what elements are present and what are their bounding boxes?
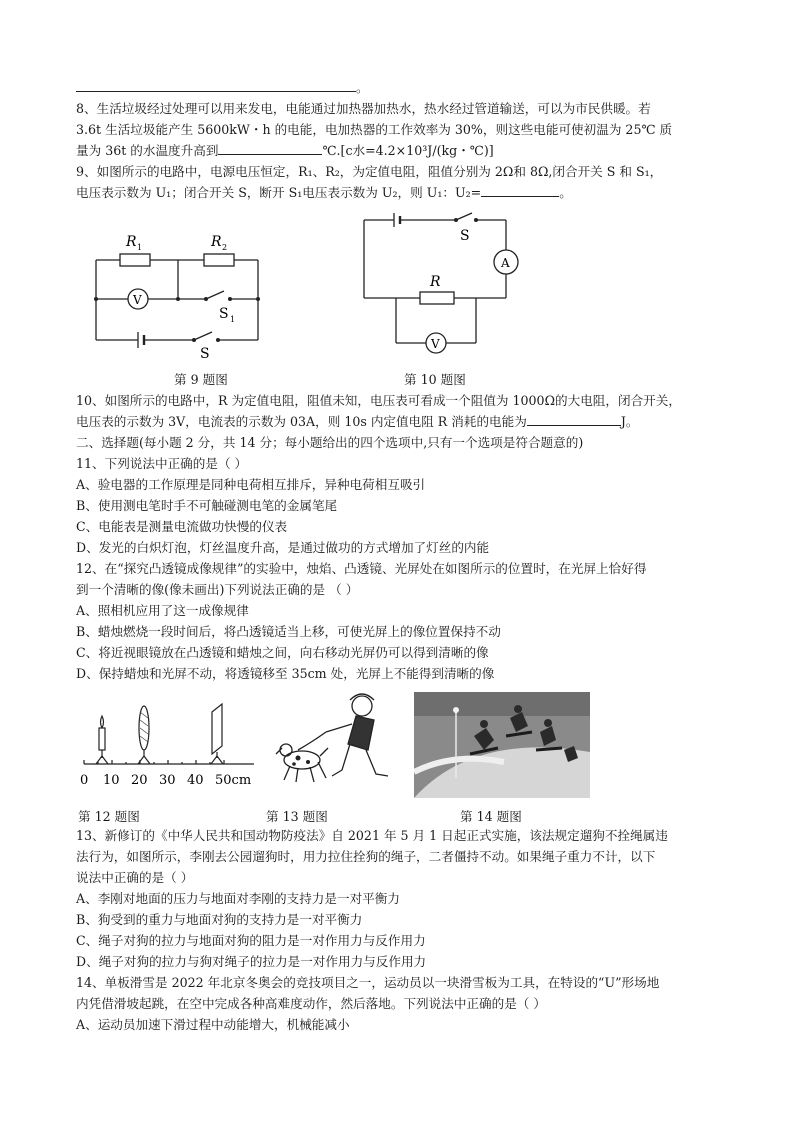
figure-9-caption: 第 9 题图 <box>174 372 228 387</box>
q12-option-b: B、蜡烛燃烧一段时间后，将凸透镜适当上移，可使光屏上的像位置保持不动 <box>76 624 501 639</box>
figure-9-circuit <box>86 222 266 362</box>
s-label: S <box>460 228 470 244</box>
s-label: S <box>200 346 210 362</box>
q13-option-a: A、李刚对地面的压力与地面对李刚的支持力是一对平衡力 <box>76 891 400 906</box>
tick-40: 40 <box>187 773 204 788</box>
q8-line-1: 8、生活垃圾经过处理可以用来发电，电能通过加热器加热水，热水经过管道输送，可以为市民供暖。若 <box>76 101 651 116</box>
q12-option-a: A、照相机应用了这一成像规律 <box>76 603 249 618</box>
q13-line-3: 说法中正确的是（ ） <box>76 870 194 885</box>
q9-line-1: 9、如图所示的电路中，电源电压恒定，R₁、R₂，为定值电阻，阻值分别为 2Ω和 8Ω,闭合开关 S 和 S₁， <box>76 164 663 179</box>
figure-14-caption: 第 14 题图 <box>460 809 522 824</box>
voltmeter-label: V <box>133 293 142 307</box>
q11-option-d: D、发光的白炽灯泡，灯丝温度升高，是通过做功的方式增加了灯丝的内能 <box>76 540 490 555</box>
r-label: R <box>430 274 441 290</box>
q12-option-c: C、将近视眼镜放在凸透镜和蜡烛之间，向右移动光屏仍可以得到清晰的像 <box>76 645 489 660</box>
q8-line-2: 3.6t 生活垃圾能产生 5600kW・h 的电能，电加热器的工作效率为 30%，则这些电能可使初温为 25℃ 质 <box>76 122 673 137</box>
tick-10: 10 <box>103 773 120 788</box>
figure-10-circuit <box>356 210 526 360</box>
q9-line-2 <box>76 182 572 203</box>
text: 量为 36t 的水温度升高到 <box>76 143 219 158</box>
text: J。 <box>620 414 639 429</box>
text: 。 <box>559 185 572 200</box>
q11-stem: 11、下列说法中正确的是（ ） <box>76 456 248 471</box>
q8-line-3 <box>76 140 494 161</box>
q12-line-1: 12、在“探究凸透镜成像规律”的实验中，烛焰、凸透镜、光屏处在如图所示的位置时，在光屏上恰好得 <box>76 561 647 576</box>
r2-sub: 2 <box>222 243 228 252</box>
figure-10-caption: 第 10 题图 <box>404 372 466 387</box>
answer-blank <box>76 77 356 92</box>
figure-12-optical-bench <box>78 690 258 794</box>
q12-option-d: D、保持蜡烛和光屏不动，将透镜移至 35cm 处，光屏上不能得到清晰的像 <box>76 666 495 681</box>
tick-0: 0 <box>80 773 89 788</box>
tick-30: 30 <box>159 773 176 788</box>
figure-14-snowboard-photo <box>414 692 590 798</box>
q14-option-a: A、运动员加速下滑过程中动能增大，机械能减小 <box>76 1017 350 1032</box>
q14-line-2: 内凭借滑坡起跳，在空中完成各种高难度动作，然后落地。下列说法中正确的是（ ） <box>76 996 546 1011</box>
tick-50cm: 50cm <box>215 773 252 788</box>
text: 电压表的示数为 3V，电流表的示数为 03A，则 10s 内定值电阻 R 消耗的电能为 <box>76 414 527 429</box>
section-2-heading: 二、选择题(每小题 2 分，共 14 分；每小题给出的四个选项中,只有一个选项是符合题意的) <box>76 435 584 450</box>
q13-option-c: C、绳子对狗的拉力与地面对狗的阻力是一对作用力与反作用力 <box>76 933 426 948</box>
figure-13-dog-walking <box>268 690 398 794</box>
r1-label: R <box>126 234 137 250</box>
tick-20: 20 <box>131 773 148 788</box>
q13-line-1: 13、新修订的《中华人民共和国动物防疫法》自 2021 年 5 月 1 日起正式实施，该法规定遛狗不拴绳属违 <box>76 828 668 843</box>
q10-line-2 <box>76 411 639 432</box>
q13-line-2: 法行为，如图所示，李刚去公园遛狗时，用力拉住拴狗的绳子，二者僵持不动。如果绳子重力不计，以下 <box>76 849 656 864</box>
q14-line-1: 14、单板滑雪是 2022 年北京冬奥会的竞技项目之一，运动员以一块滑雪板为工具，在特设的“U”形场地 <box>76 975 660 990</box>
r2-label: R <box>211 234 222 250</box>
text: 电压表示数为 U₁；闭合开关 S，断开 S₁电压表示数为 U₂，则 U₁：U₂= <box>76 185 482 200</box>
q10-line-1: 10、如图所示的电路中，R 为定值电阻，阻值未知，电压表可看成一个阻值为 1000Ω的大电阻，闭合开关， <box>76 393 681 408</box>
answer-blank <box>527 411 621 426</box>
figure-13-caption: 第 13 题图 <box>266 809 328 824</box>
text: ℃.[c水=4.2×10³J/(kg・℃)] <box>322 143 494 158</box>
voltmeter-label: V <box>431 337 440 351</box>
prev-answer-line <box>76 77 369 98</box>
q13-option-d: D、绳子对狗的拉力与狗对绳子的拉力是一对作用力与反作用力 <box>76 954 427 969</box>
text: 。 <box>356 80 369 95</box>
q11-option-a: A、验电器的工作原理是同种电荷相互排斥，异种电荷相互吸引 <box>76 477 426 492</box>
answer-blank <box>218 140 322 155</box>
q11-option-c: C、电能表是测量电流做功快慢的仪表 <box>76 519 288 534</box>
ammeter-label: A <box>501 256 510 270</box>
r1-sub: 1 <box>137 243 143 252</box>
s1-label: S <box>219 306 229 322</box>
q13-option-b: B、狗受到的重力与地面对狗的支持力是一对平衡力 <box>76 912 363 927</box>
s1-sub: 1 <box>230 315 236 324</box>
q11-option-b: B、使用测电笔时手不可触碰测电笔的金属笔尾 <box>76 498 338 513</box>
answer-blank <box>481 182 559 197</box>
figure-12-caption: 第 12 题图 <box>78 809 140 824</box>
q12-line-2: 到一个清晰的像(像未画出)下列说法正确的是 （ ） <box>76 582 359 597</box>
